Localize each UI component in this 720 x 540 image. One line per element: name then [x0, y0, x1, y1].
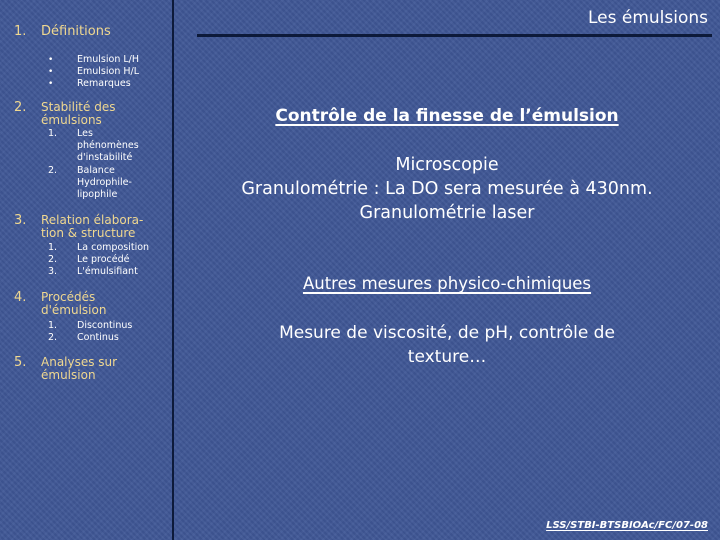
heading-physico-chimiques	[174, 274, 720, 293]
section-label-line: émulsions	[41, 113, 102, 127]
item-label: Continus	[77, 332, 119, 343]
section-label-line: Analyses sur	[41, 355, 118, 369]
outline-section-definitions[interactable]	[14, 24, 164, 40]
body-physico-chimiques	[174, 321, 720, 369]
section-label-line: tion & structure	[41, 226, 136, 240]
outline-sidebar	[0, 0, 172, 540]
body-line: Mesure de viscosité, de pH, contrôle de	[279, 323, 615, 343]
heading-finesse-text: Contrôle de la finesse de l’émulsion	[275, 106, 619, 126]
outline-section-procedes[interactable]	[14, 291, 164, 319]
body-line: texture…	[407, 347, 487, 367]
section-label-line: Relation élabora-	[41, 213, 144, 227]
item-label-line: d'instabilité	[77, 152, 133, 163]
body-line: Granulométrie laser	[359, 203, 535, 223]
bullet-marker: •	[48, 67, 54, 77]
item-number: 1.	[48, 242, 58, 253]
item-label-line: Hydrophile-	[77, 177, 132, 188]
section-label-line: Stabilité des	[41, 100, 116, 114]
vertical-divider	[172, 0, 174, 540]
section-label-line: émulsion	[41, 368, 96, 382]
item-label-line: Balance	[77, 165, 115, 176]
bullet-marker: •	[48, 79, 54, 89]
body-line: Granulométrie : La DO sera mesurée à 430nm.	[241, 179, 653, 199]
item-label: Remarques	[77, 78, 131, 89]
footer-code: LSS/STBI-BTSBIOAc/FC/07-08	[546, 520, 708, 531]
section-number: 4.	[14, 290, 27, 305]
section-label-line: d'émulsion	[41, 303, 107, 317]
body-finesse	[174, 153, 720, 225]
item-number: 1.	[48, 320, 58, 331]
bullet-marker: •	[48, 55, 54, 65]
section-number: 3.	[14, 213, 27, 228]
body-line: Microscopie	[395, 155, 499, 175]
item-number: 1.	[48, 128, 58, 139]
slide-title: Les émulsions	[587, 8, 708, 28]
item-number: 2.	[48, 165, 58, 176]
section-number: 2.	[14, 100, 27, 115]
title-rule	[197, 34, 712, 37]
section-number: 5.	[14, 355, 27, 370]
item-number: 3.	[48, 266, 58, 277]
item-label: Emulsion H/L	[77, 66, 139, 77]
outline-section-analyses[interactable]	[14, 356, 164, 384]
outline-section-relation[interactable]	[14, 214, 164, 242]
item-label: La composition	[77, 242, 150, 253]
outline-section-stabilite[interactable]	[14, 101, 164, 129]
item-number: 2.	[48, 254, 58, 265]
section-label-line: Procédés	[41, 290, 96, 304]
item-label: Emulsion L/H	[77, 54, 139, 65]
heading-finesse	[174, 106, 720, 126]
item-label: Discontinus	[77, 320, 133, 331]
section-label: Définitions	[41, 24, 111, 39]
section-number: 1.	[14, 24, 27, 39]
item-label-line: lipophile	[77, 189, 118, 200]
item-label: Le procédé	[77, 254, 130, 265]
heading-physico-chimiques-text: Autres mesures physico-chimiques	[302, 274, 592, 293]
item-label: L'émulsifiant	[77, 266, 138, 277]
item-number: 2.	[48, 332, 58, 343]
item-label-line: Les	[77, 128, 93, 139]
item-label-line: phénomènes	[77, 140, 139, 151]
